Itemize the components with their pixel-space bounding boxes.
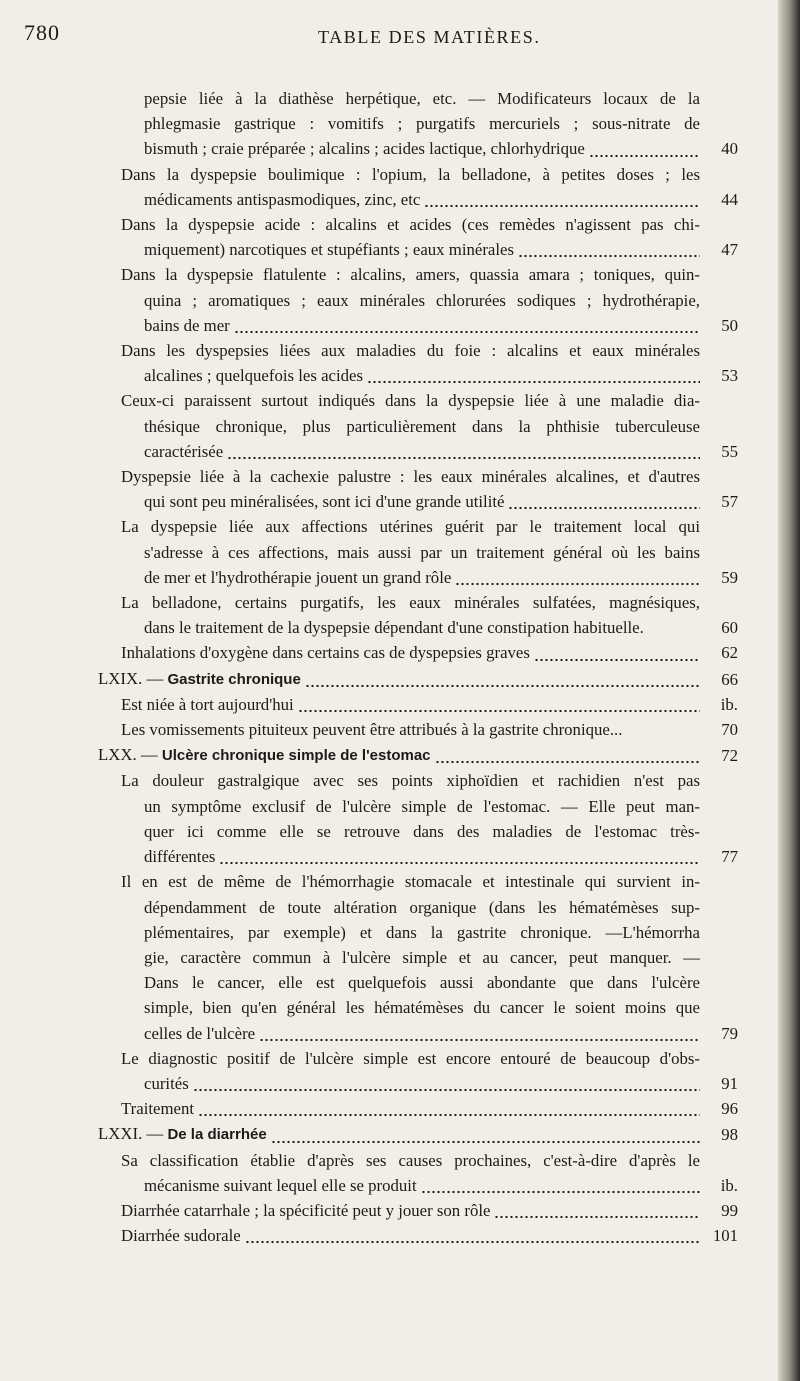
toc-entry: [98, 338, 738, 388]
dot-leader: [234, 313, 700, 338]
toc-entry: [98, 162, 738, 212]
toc-entry: [98, 1096, 738, 1121]
toc-entry-line: thésique chronique, plus particulièrement dans la phthisie tuberculeuse: [144, 416, 700, 436]
toc-chapter-entry: [98, 742, 738, 768]
dot-leader: [271, 1123, 700, 1148]
toc-entry-line: plémentaires, par exemple) et dans la gastrite chronique. —L'hémorrha: [144, 922, 700, 942]
toc-entry-line: Les vomissements pituiteux peuvent être attribués à la gastrite chronique... 70: [98, 717, 738, 742]
toc-entry: [98, 768, 738, 869]
page-ref: 40: [721, 139, 738, 159]
toc-entry-line: bains de mer 50: [98, 313, 738, 338]
toc-entry: [98, 1148, 738, 1198]
toc-entry-line: un symptôme exclusif de l'ulcère simple de l'estomac. — Elle peut man-: [144, 796, 700, 816]
toc-entry-line: qui sont peu minéralisées, sont ici d'une grande utilité 57: [98, 489, 738, 514]
page-ref: ib.: [720, 694, 738, 714]
dot-leader: [589, 137, 700, 162]
toc-entry-line: Inhalations d'oxygène dans certains cas de dyspepsies graves 62: [98, 640, 738, 665]
dot-leader: [227, 439, 700, 464]
toc-entry-line: La belladone, certains purgatifs, les eaux minérales sulfatées, magnésiques,: [121, 593, 700, 613]
toc-entry: [98, 869, 738, 1045]
toc-entry-line: Dans la dyspepsie acide : alcalins et acides (ces remèdes n'agissent pas chi-: [121, 215, 700, 235]
toc-entry-line: Dans le cancer, elle est quelquefois aussi abondante que dans l'ulcère: [144, 973, 700, 993]
page-ref: 44: [721, 189, 738, 209]
toc-entry-line: phlegmasie gastrique : vomitifs ; purgatifs mercuriels ; sous-nitrate de: [144, 114, 700, 134]
page-ref: 57: [721, 492, 738, 512]
toc-entry-line: gie, caractère commun à l'ulcère simple et au cancer, peut manquer. —: [144, 947, 700, 967]
toc-entry-line: médicaments antispasmodiques, zinc, etc 44: [98, 187, 738, 212]
dot-leader: [305, 667, 700, 692]
toc-entry: [98, 262, 738, 338]
dot-leader: [421, 1173, 700, 1198]
toc-entry-line: différentes 77: [98, 844, 738, 869]
toc-entry-line: alcalines ; quelquefois les acides 53: [98, 363, 738, 388]
dot-leader: [648, 615, 700, 640]
toc-entry-line: Dyspepsie liée à la cachexie palustre : les eaux minérales alcalines, et d'autres: [121, 467, 700, 487]
dot-leader: [367, 363, 700, 388]
dot-leader: [245, 1223, 700, 1248]
dot-leader: [259, 1021, 700, 1046]
dot-leader: [435, 743, 700, 768]
toc-entry: [98, 86, 738, 162]
chapter-dash: —: [136, 745, 162, 765]
toc-entry-line: Diarrhée sudorale 101: [98, 1223, 738, 1248]
toc-chapter-entry: [98, 666, 738, 692]
chapter-numeral: LXXI.: [98, 1124, 143, 1144]
page-ref: 53: [721, 366, 738, 386]
page-ref: 96: [721, 1099, 738, 1119]
page-ref: 59: [721, 567, 738, 587]
dot-leader: [219, 844, 700, 869]
chapter-dash: —: [142, 1124, 168, 1144]
page-ref: 66: [721, 669, 738, 689]
toc-entry-line: caractérisée 55: [98, 439, 738, 464]
toc-entry-line: curités 91: [98, 1071, 738, 1096]
toc-entry: [98, 717, 738, 742]
toc-entry-line: La dyspepsie liée aux affections utérines guérit par le traitement local qui: [121, 517, 700, 537]
page-ref: 55: [721, 441, 738, 461]
toc-chapter-entry: [98, 1121, 738, 1147]
chapter-numeral: LXIX.: [98, 668, 143, 688]
dot-leader: [455, 565, 700, 590]
toc-entry-line: miquement) narcotiques et stupéfiants ; eaux minérales 47: [98, 237, 738, 262]
table-of-contents: [98, 86, 738, 1248]
dot-leader: [534, 641, 700, 666]
page-ref: 79: [721, 1023, 738, 1043]
page-ref: 72: [721, 746, 738, 766]
chapter-title: Ulcère chronique simple de l'estomac: [161, 747, 431, 765]
dot-leader: [494, 1198, 700, 1223]
chapter-numeral: LXX.: [98, 745, 137, 765]
page-ref: 101: [712, 1226, 738, 1246]
toc-entry-line: bismuth ; craie préparée ; alcalins ; acides lactique, chlorhydrique 40: [98, 136, 738, 161]
page-ref: ib.: [720, 1175, 738, 1195]
dot-leader: [518, 237, 700, 262]
page-number: 780: [24, 20, 60, 45]
page-ref: 77: [721, 847, 738, 867]
toc-entry-line: quer ici comme elle se retrouve dans des maladies de l'estomac très-: [144, 821, 700, 841]
toc-entry: [98, 1223, 738, 1248]
toc-entry-line: celles de l'ulcère 79: [98, 1021, 738, 1046]
dot-leader: [626, 717, 700, 742]
toc-entry-line: Ceux-ci paraissent surtout indiqués dans la dyspepsie liée à une maladie dia-: [121, 391, 700, 411]
toc-entry-line: dans le traitement de la dyspepsie dépendant d'une constipation habituelle. 60: [98, 615, 738, 640]
chapter-title: De la diarrhée: [167, 1126, 267, 1144]
toc-entry: [98, 464, 738, 514]
toc-entry-line: Dans la dyspepsie flatulente : alcalins, amers, quassia amara ; toniques, quin-: [121, 265, 700, 285]
dot-leader: [193, 1071, 700, 1096]
toc-entry: [98, 640, 738, 665]
toc-entry-line: Dans les dyspepsies liées aux maladies du foie : alcalins et eaux minérales: [121, 341, 700, 361]
page-ref: 47: [721, 240, 738, 260]
toc-entry-line: La douleur gastralgique avec ses points xiphoïdien et rachidien n'est pas: [121, 771, 700, 791]
toc-entry-line: simple, bien qu'en général les hématémèses du cancer le soient moins que: [144, 998, 700, 1018]
toc-entry: [98, 388, 738, 464]
toc-entry-line: mécanisme suivant lequel elle se produit ib.: [98, 1173, 738, 1198]
running-title: TABLE DES MATIÈRES.: [318, 27, 541, 47]
dot-leader: [198, 1096, 700, 1121]
toc-entry-line: de mer et l'hydrothérapie jouent un grand rôle 59: [98, 565, 738, 590]
page-ref: 91: [721, 1073, 738, 1093]
page-edge-shadow: [778, 0, 800, 1381]
toc-entry-line: Sa classification établie d'après ses causes prochaines, c'est-à-dire d'après le: [121, 1150, 700, 1170]
page-ref: 60: [721, 618, 738, 638]
chapter-dash: —: [142, 668, 168, 688]
toc-entry: [98, 692, 738, 717]
toc-entry: [98, 514, 738, 590]
page-ref: 98: [721, 1125, 738, 1145]
page-ref: 70: [721, 720, 738, 740]
page-ref: 99: [721, 1200, 738, 1220]
dot-leader: [508, 489, 700, 514]
toc-entry-line: Il en est de même de l'hémorrhagie stomacale et intestinale qui survient in-: [121, 872, 700, 892]
toc-entry-line: Traitement 96: [98, 1096, 738, 1121]
toc-entry: [98, 1198, 738, 1223]
toc-entry: [98, 212, 738, 262]
chapter-title: Gastrite chronique: [167, 670, 301, 688]
toc-entry: [98, 590, 738, 640]
dot-leader: [424, 187, 700, 212]
toc-entry: [98, 1046, 738, 1096]
toc-entry-line: Dans la dyspepsie boulimique : l'opium, la belladone, à petites doses ; les: [121, 164, 700, 184]
toc-entry-line: Diarrhée catarrhale ; la spécificité peut y jouer son rôle 99: [98, 1198, 738, 1223]
toc-entry-line: dépendamment de toute altération organique (dans les hématémèses sup-: [144, 897, 700, 917]
toc-entry-line: s'adresse à ces affections, mais aussi par un traitement général où les bains: [144, 542, 700, 562]
toc-entry-line: Est niée à tort aujourd'hui ib.: [98, 692, 738, 717]
toc-entry-line: Le diagnostic positif de l'ulcère simple est encore entouré de beaucoup d'obs-: [121, 1048, 700, 1068]
toc-entry-line: pepsie liée à la diathèse herpétique, etc. — Modificateurs locaux de la: [144, 89, 700, 108]
dot-leader: [298, 692, 700, 717]
page-ref: 50: [721, 315, 738, 335]
toc-entry-line: quina ; aromatiques ; eaux minérales chlorurées sodiques ; hydrothérapie,: [144, 290, 700, 310]
page-ref: 62: [721, 643, 738, 663]
